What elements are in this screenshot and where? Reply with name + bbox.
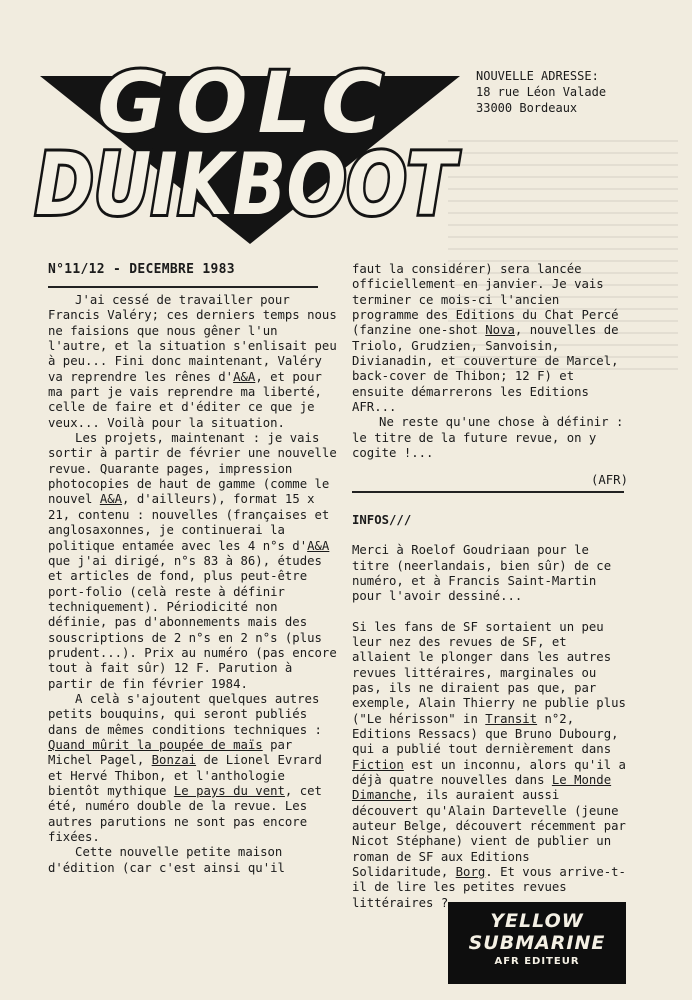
masthead-line2: DUIKBOOT: [35, 135, 461, 235]
banner-line3: AFR EDITEUR: [494, 956, 580, 967]
masthead-line1: GOLC: [97, 54, 393, 152]
paragraph-lancement: faut la considérer) sera lancée officiellement en janvier. Je vais terminer ce mois-ci l'ancien programme des Editions du Chat Percé (fanzine one-shot Nova, nouvelles de Triolo, Grudzien, Sanvoisin, Divianadin, et couverture de Marcel, back-cover de Thibon; 12 F) et ensuite démarrerons les Editions AFR...: [352, 262, 619, 415]
address-city: 33000 Bordeaux: [476, 101, 578, 115]
issue-line: N°11/12 - DECEMBRE 1983: [48, 262, 235, 277]
masthead-logo: [30, 36, 470, 256]
column-right: [352, 262, 632, 911]
banner-line2: SUBMARINE: [468, 932, 606, 954]
new-address: [476, 68, 686, 116]
paragraph-projets: Les projets, maintenant : je vais sortir à partir de février une nouvelle revue. Quarante pages, impression photocopies de haut de gamme (comme le nouvel A&A, d'ailleurs), format 15 x 21, contenu : nouvelles (françaises et anglosaxonnes, je continuerai la politique entamée avec les 4 n°s d'A&A que j'ai dirigé, n°s 83 à 86), études et articles de fond, plus peut-être port-folio (celà reste à définir techniquement). Périodicité non définie, pas d'abonnements mais des souscriptions de 2 n°s en 2 n°s (plus prudent...). Prix au numéro (pas encore tout à fait sûr) 12 F. Parution à partir de fin février 1984.: [48, 431, 337, 691]
infos-heading: INFOS///: [352, 512, 412, 527]
address-label: NOUVELLE ADRESSE:: [476, 69, 599, 83]
paragraph-merci: Merci à Roelof Goudriaan pour le titre (neerlandais, bien sûr) de ce numéro, et à Francis Saint-Martin pour l'avoir dessiné...: [352, 543, 612, 604]
address-street: 18 rue Léon Valade: [476, 85, 607, 99]
issue-rule: [48, 286, 318, 288]
paragraph-situation: J'ai cessé de travailler pour Francis Valéry; ces derniers temps nous ne faisions que nous gêner l'un l'autre, et la situation s'enlisait peu à peu... Fini donc maintenant, Valéry va reprendre les rênes d'A&A, et pour ma part je vais reprendre ma liberté, celle de faire et d'éditer ce que je veux... Voilà pour la situation.: [48, 293, 337, 430]
paragraph-titre: Ne reste qu'une chose à définir : le titre de la future revue, on y cogite !...: [352, 415, 624, 461]
signature: (AFR): [590, 473, 628, 488]
paragraph-bouquins: A celà s'ajoutent quelques autres petits bouquins, qui seront publiés dans de mêmes conditions techniques : Quand mûrit la poupée de maïs par Michel Pagel, Bonzai de Lionel Evrard et Hervé Thibon, et l'anthologie bientôt mythique Le pays du vent, cet été, numéro double de la revue. Les autres parutions ne sont pas encore fixées.: [48, 691, 322, 845]
paragraph-fans: Si les fans de SF sortaient un peu leur nez des revues de SF, et allaient le plonger dans les autres revues littéraires, marginales ou pas, ils ne diraient pas que, par exemple, Alain Thierry ne publie plus ("Le hérisson" in Transit n°2, Editions Ressacs) que Bruno Dubourg, qui a publié tout dernièrement dans Fiction est un inconnu, alors qu'il a déjà quatre nouvelles dans Le Monde Dimanche, ils auraient aussi découvert qu'Alain Dartevelle (jeune auteur Belge, découvert récemment par Nicot Stéphane) vient de publier un roman de SF aux Editions Solidaritude, Borg. Et vous arrive-t-il de lire les petites revues littéraires ?: [352, 619, 626, 910]
yellow-submarine-banner: [448, 902, 626, 984]
column-left: [48, 293, 338, 876]
infos-rule: [352, 491, 624, 493]
banner-line1: YELLOW: [490, 910, 584, 932]
paragraph-maison: Cette nouvelle petite maison d'édition (car c'est ainsi qu'il: [48, 845, 285, 875]
